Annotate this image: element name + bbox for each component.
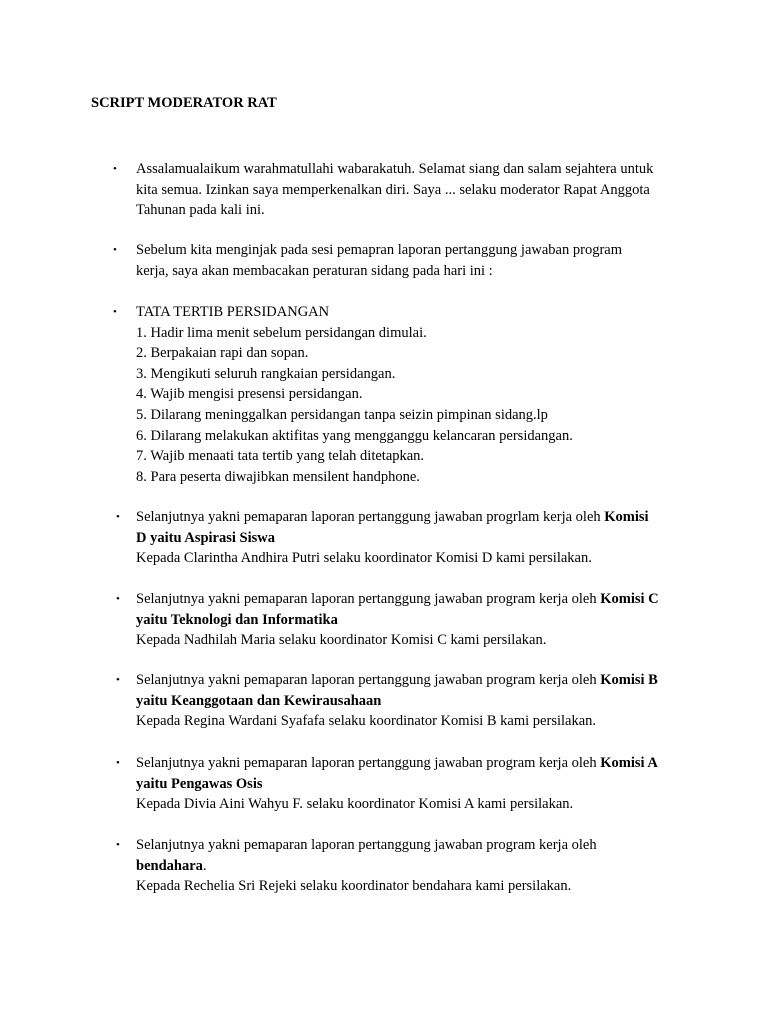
commission-name: Komisi [604, 509, 649, 525]
bullet-icon: • [116, 674, 120, 686]
document-title: SCRIPT MODERATOR RAT [91, 95, 277, 111]
paragraph-line: Tahunan pada kali ini. [136, 202, 265, 219]
bullet-icon: • [116, 839, 120, 851]
paragraph-line: kerja, saya akan membacakan peraturan sidang pada hari ini : [136, 262, 493, 279]
bullet-icon: • [116, 593, 120, 605]
paragraph-text: Selanjutnya yakni pemaparan laporan pertanggung jawaban program kerja oleh [136, 755, 601, 771]
paragraph-line [136, 507, 691, 528]
commission-name: Komisi B [600, 672, 658, 688]
paragraph-line: Kepada Regina Wardani Syafafa selaku koordinator Komisi B kami persilakan. [136, 713, 597, 730]
commission-name: D yaitu Aspirasi Siswa [136, 529, 275, 546]
bullet-icon: • [113, 244, 117, 256]
paragraph [136, 159, 691, 221]
paragraph [136, 753, 691, 815]
rule-item: 7. Wajib menaati tata tertib yang telah ditetapkan. [136, 448, 425, 465]
rule-item: 2. Berpakaian rapi dan sopan. [136, 345, 309, 362]
commission-name: yaitu Teknologi dan Informatika [136, 611, 338, 628]
paragraph [136, 507, 691, 569]
paragraph-text: Selanjutnya yakni pemaparan laporan pertanggung jawaban progrlam kerja oleh [136, 509, 605, 525]
bullet-icon: • [113, 163, 117, 175]
treasurer-name: bendahara [136, 857, 203, 874]
bullet-icon: • [113, 306, 117, 318]
paragraph-line [136, 670, 691, 691]
commission-name: yaitu Keanggotaan dan Kewirausahaan [136, 692, 382, 709]
rules-heading: TATA TERTIB PERSIDANGAN [136, 304, 330, 320]
paragraph [136, 240, 691, 281]
paragraph-line [136, 528, 691, 549]
paragraph [136, 589, 691, 651]
rule-item: 6. Dilarang melakukan aktifitas yang mengganggu kelancaran persidangan. [136, 427, 573, 444]
paragraph-line: Kepada Rechelia Sri Rejeki selaku koordinator bendahara kami persilakan. [136, 878, 572, 895]
paragraph-line: Sebelum kita menginjak pada sesi pemapran laporan pertanggung jawaban program [136, 242, 622, 258]
paragraph-text: Selanjutnya yakni pemaparan laporan pertanggung jawaban program kerja oleh [136, 837, 597, 853]
paragraph-line: Kepada Clarintha Andhira Putri selaku koordinator Komisi D kami persilakan. [136, 550, 592, 567]
paragraph-line [136, 835, 691, 856]
paragraph-line: Kepada Divia Aini Wahyu F. selaku koordinator Komisi A kami persilakan. [136, 796, 574, 813]
paragraph-line: Assalamualaikum warahmatullahi wabarakatuh. Selamat siang dan salam sejahtera untuk [136, 161, 654, 177]
commission-name: Komisi C [600, 591, 659, 607]
bullet-icon: • [116, 511, 120, 523]
commission-name: Komisi A [600, 755, 658, 771]
paragraph-line [136, 610, 691, 631]
bullet-icon: • [116, 757, 120, 769]
paragraph-line: Kepada Nadhilah Maria selaku koordinator Komisi C kami persilakan. [136, 632, 547, 649]
paragraph-line [136, 691, 691, 712]
paragraph-text: Selanjutnya yakni pemaparan laporan pertanggung jawaban program kerja oleh [136, 672, 601, 688]
rules-section [136, 302, 691, 487]
paragraph-text: . [202, 857, 207, 874]
paragraph-line [136, 589, 691, 610]
paragraph-text: Selanjutnya yakni pemaparan laporan pertanggung jawaban program kerja oleh [136, 591, 601, 607]
paragraph-line: kita semua. Izinkan saya memperkenalkan diri. Saya ... selaku moderator Rapat Anggota [136, 181, 650, 198]
rule-item: 3. Mengikuti seluruh rangkaian persidangan. [136, 365, 396, 382]
paragraph-line [136, 774, 691, 795]
rule-item: 5. Dilarang meninggalkan persidangan tanpa seizin pimpinan sidang.lp [136, 406, 548, 423]
commission-name: yaitu Pengawas Osis [136, 775, 263, 792]
paragraph-line [136, 753, 691, 774]
rule-item: 8. Para peserta diwajibkan mensilent handphone. [136, 468, 420, 485]
rule-item: 4. Wajib mengisi presensi persidangan. [136, 386, 363, 403]
paragraph [136, 670, 691, 732]
rule-item: 1. Hadir lima menit sebelum persidangan dimulai. [136, 324, 427, 341]
paragraph-line [136, 856, 691, 877]
paragraph [136, 835, 691, 897]
